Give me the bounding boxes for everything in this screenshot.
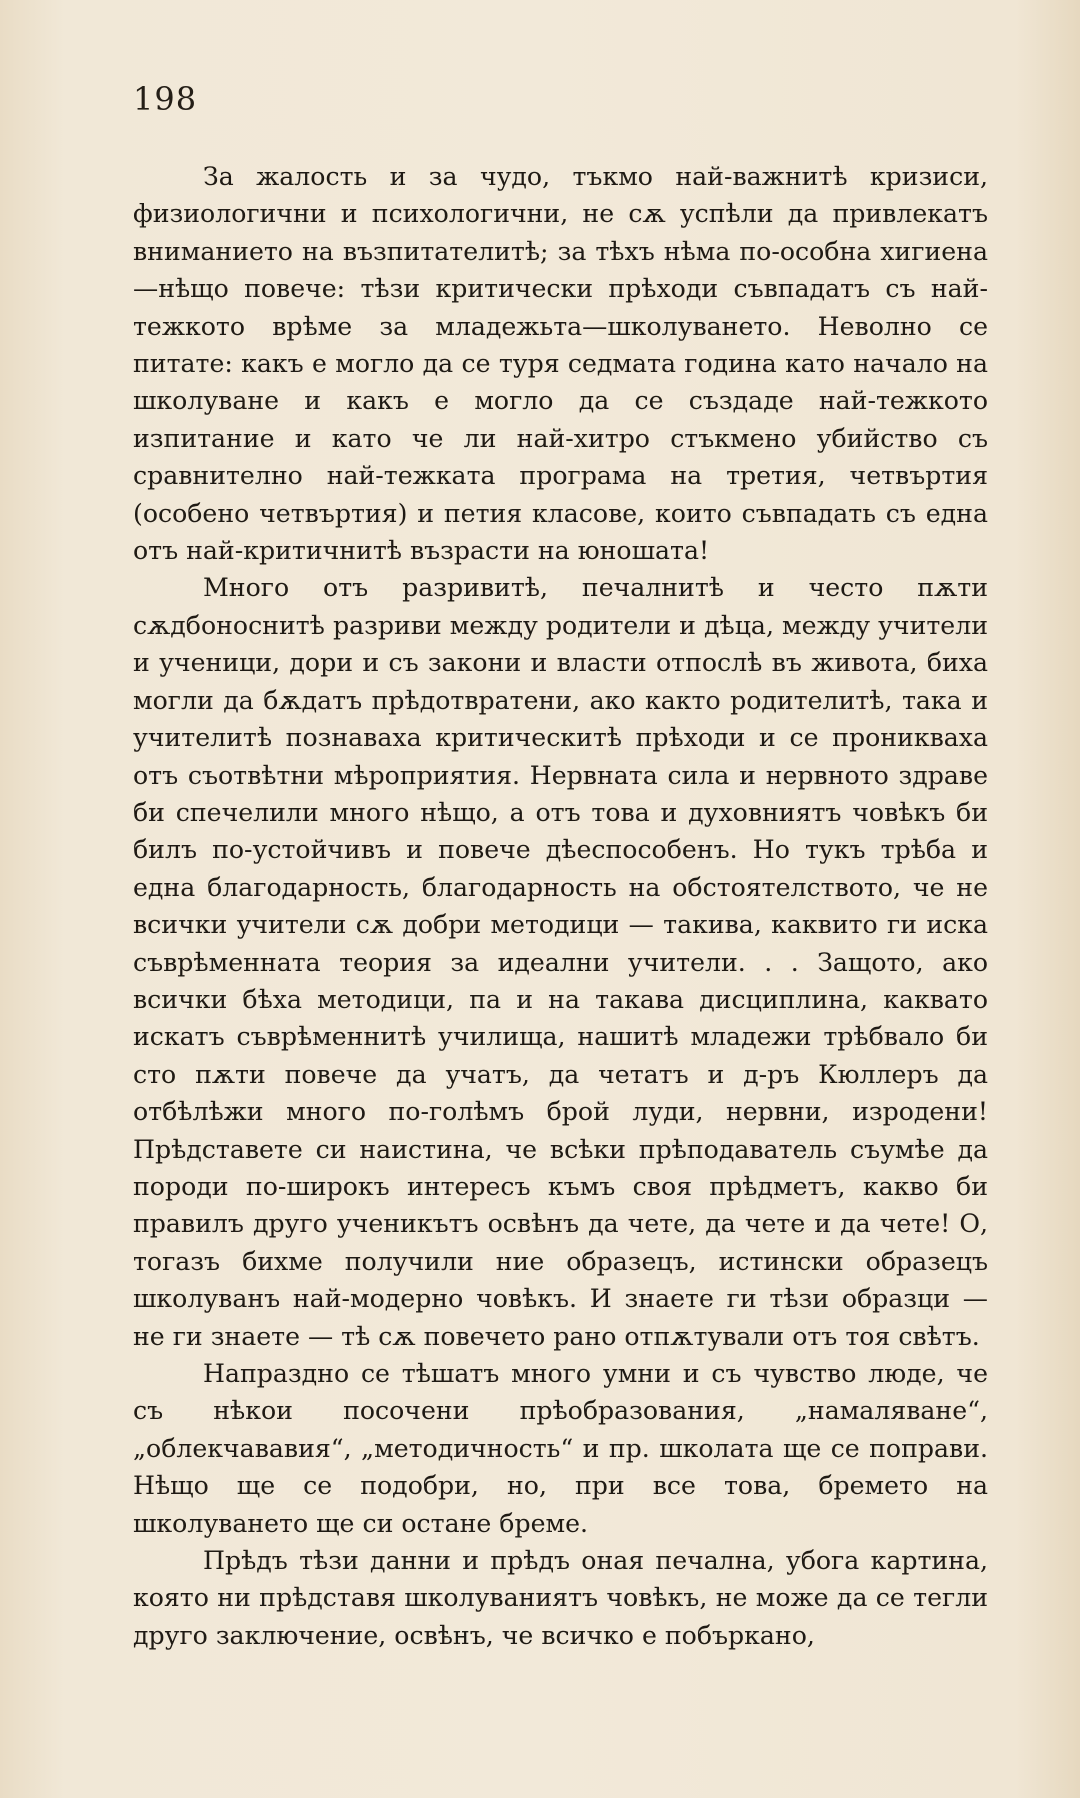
page-number: 198 bbox=[133, 80, 198, 118]
paragraph-1: За жалость и за чудо, тъкмо най-важнитѣ кризиси, физиологични и психологични, не сѫ успѣли да привлекатъ вниманието на възпитателитѣ; за тѣхъ нѣма по-особна хигиена —нѣщо повече: тѣзи критически прѣходи съвпадатъ съ най-тежкото врѣме за младежьта—школуването. Неволно се питате: какъ е могло да се туря седмата година като начало на школуване и какъ е могло да се създаде най-тежкото изпитание и като че ли най-хитро стъкмено убийство съ сравнително най-тежката програма на третия, четвъртия (особено четвъртия) и петия класове, които съвпадать съ една отъ най-критичнитѣ възрасти на юношата! bbox=[133, 162, 988, 566]
body-text bbox=[133, 158, 988, 1654]
paragraph-2: Много отъ разривитѣ, печалнитѣ и често пѫти сѫдбоноснитѣ разриви между родители и дѣца, между учители и ученици, дори и съ закони и власти отпослѣ въ живота, биха могли да бѫдатъ прѣдотвратени, ако както родителитѣ, така и учителитѣ познаваха критическитѣ прѣходи и се проникваха отъ съотвѣтни мѣроприятия. Нервната сила и нервното здраве би спечелили много нѣщо, а отъ това и духовниятъ човѣкъ би билъ по-устойчивъ и повече дѣеспособенъ. Но тукъ трѣба и една благодарность, благодарность на обстоятелството, че не всички учители сѫ добри методици — такива, каквито ги иска съврѣменната теория за идеални учители. . . Защото, ако всички бѣха методици, па и на такава дисциплина, каквато искатъ съврѣменнитѣ училища, нашитѣ младежи трѣбвало би сто пѫти повече да учатъ, да четатъ и д-ръ Кюллеръ да отбѣлѣжи много по-голѣмъ брой луди, нервни, изродени! Прѣдставете си наистина, че всѣки прѣподаватель съумѣе да породи по-широкъ интересъ къмъ своя прѣдметъ, какво би правилъ друго ученикътъ освѣнъ да чете, да чете и да чете! О, тогазъ бихме получили ние образецъ, истински образецъ школуванъ най-модерно човѣкъ. И знаете ги тѣзи образци — не ги знаете — тѣ сѫ повечето рано отпѫтували отъ тоя свѣтъ. bbox=[133, 573, 988, 1351]
paragraph-3: Напраздно се тѣшатъ много умни и съ чувство люде, че съ нѣкои посочени прѣобразования, „намаляване“, „облекчававия“, „методичность“ и пр. школата ще се поправи. Нѣщо ще се подобри, но, при все това, бремето на школуването ще си остане бреме. bbox=[133, 1359, 988, 1538]
paragraph-4: Прѣдъ тѣзи данни и прѣдъ оная печална, убога картина, която ни прѣдставя школуваниятъ човѣкъ, не може да се тегли друго заключение, освѣнъ, че всичко е побъркано, bbox=[133, 1546, 988, 1650]
